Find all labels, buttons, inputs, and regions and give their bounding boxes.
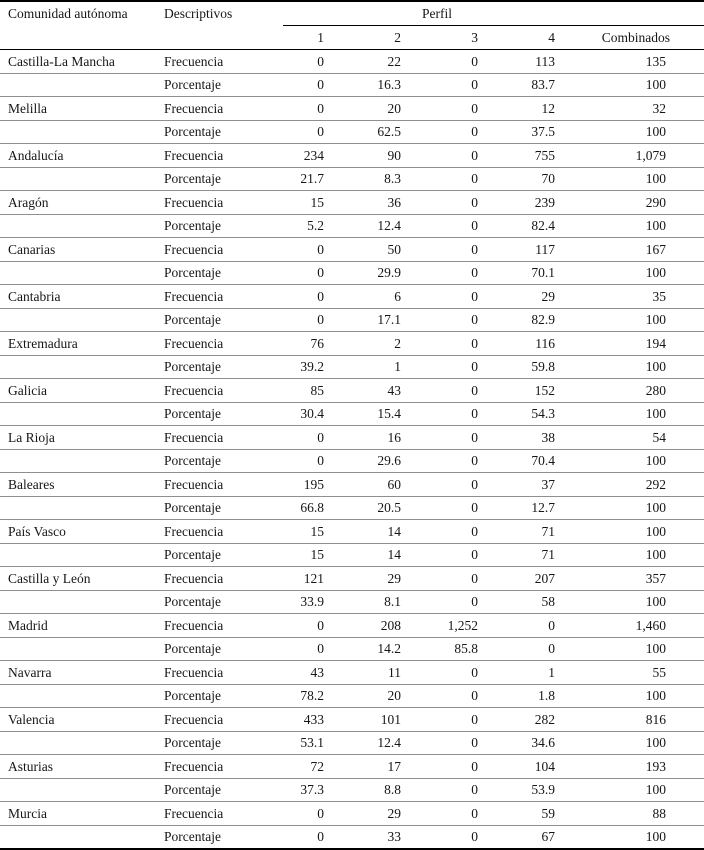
perfil-3-value-cell: 85.8 [437, 637, 514, 661]
perfil-3-value-cell: 0 [437, 708, 514, 732]
perfil-2-value-cell: 12.4 [360, 731, 437, 755]
table-row-frecuencia [0, 426, 704, 450]
header-perfil-col-4: 4 [514, 26, 591, 50]
table-row-frecuencia [0, 332, 704, 356]
descriptor-label-cell: Frecuencia [156, 97, 283, 121]
perfil-3-value-cell: 0 [437, 684, 514, 708]
combinados-value-cell: 100 [591, 496, 704, 520]
region-empty-cell [0, 449, 156, 473]
combinados-value-cell: 1,079 [591, 144, 704, 168]
perfil-2-value-cell: 14 [360, 520, 437, 544]
perfil-3-value-cell: 0 [437, 473, 514, 497]
combinados-value-cell: 100 [591, 402, 704, 426]
combinados-value-cell: 357 [591, 567, 704, 591]
table-row-porcentaje [0, 214, 704, 238]
combinados-value-cell: 100 [591, 731, 704, 755]
perfil-4-value-cell: 70.1 [514, 261, 591, 285]
perfil-2-value-cell: 29.9 [360, 261, 437, 285]
table-row-porcentaje [0, 731, 704, 755]
combinados-value-cell: 100 [591, 449, 704, 473]
perfil-3-value-cell: 0 [437, 731, 514, 755]
perfil-3-value-cell: 0 [437, 496, 514, 520]
table-row-porcentaje [0, 543, 704, 567]
perfil-1-value-cell: 0 [283, 238, 360, 262]
region-empty-cell [0, 825, 156, 849]
perfil-1-value-cell: 0 [283, 73, 360, 97]
perfil-3-value-cell: 0 [437, 802, 514, 826]
table-row-porcentaje [0, 637, 704, 661]
perfil-2-value-cell: 62.5 [360, 120, 437, 144]
perfil-3-value-cell: 0 [437, 661, 514, 685]
region-empty-cell [0, 402, 156, 426]
combinados-value-cell: 54 [591, 426, 704, 450]
perfil-2-value-cell: 14.2 [360, 637, 437, 661]
perfil-1-value-cell: 0 [283, 449, 360, 473]
perfil-4-value-cell: 67 [514, 825, 591, 849]
region-name-cell: Murcia [0, 802, 156, 826]
perfil-1-value-cell: 0 [283, 50, 360, 74]
region-name-cell: Navarra [0, 661, 156, 685]
perfil-2-value-cell: 14 [360, 543, 437, 567]
perfil-3-value-cell: 0 [437, 449, 514, 473]
perfil-3-value-cell: 0 [437, 520, 514, 544]
perfil-1-value-cell: 76 [283, 332, 360, 356]
combinados-value-cell: 290 [591, 191, 704, 215]
descriptor-label-cell: Porcentaje [156, 214, 283, 238]
perfil-2-value-cell: 2 [360, 332, 437, 356]
region-empty-cell [0, 261, 156, 285]
descriptor-label-cell: Frecuencia [156, 50, 283, 74]
descriptor-label-cell: Porcentaje [156, 449, 283, 473]
perfil-1-value-cell: 21.7 [283, 167, 360, 191]
combinados-value-cell: 100 [591, 637, 704, 661]
region-name-cell: Castilla-La Mancha [0, 50, 156, 74]
descriptor-label-cell: Porcentaje [156, 684, 283, 708]
table-row-frecuencia [0, 802, 704, 826]
perfil-4-value-cell: 70 [514, 167, 591, 191]
header-perfil-col-1: 1 [283, 26, 360, 50]
combinados-value-cell: 816 [591, 708, 704, 732]
perfil-4-value-cell: 58 [514, 590, 591, 614]
region-name-cell: Cantabria [0, 285, 156, 309]
region-empty-cell [0, 778, 156, 802]
perfil-3-value-cell: 0 [437, 97, 514, 121]
perfil-4-value-cell: 29 [514, 285, 591, 309]
perfil-1-value-cell: 53.1 [283, 731, 360, 755]
perfil-4-value-cell: 0 [514, 614, 591, 638]
perfil-4-value-cell: 82.4 [514, 214, 591, 238]
perfil-2-value-cell: 11 [360, 661, 437, 685]
table-row-frecuencia [0, 50, 704, 74]
descriptor-label-cell: Porcentaje [156, 543, 283, 567]
perfil-3-value-cell: 0 [437, 543, 514, 567]
table-row-porcentaje [0, 825, 704, 849]
combinados-value-cell: 35 [591, 285, 704, 309]
header-descriptivos: Descriptivos [156, 1, 283, 50]
perfil-4-value-cell: 152 [514, 379, 591, 403]
table-row-porcentaje [0, 590, 704, 614]
combinados-value-cell: 1,460 [591, 614, 704, 638]
perfil-2-value-cell: 22 [360, 50, 437, 74]
perfil-4-value-cell: 70.4 [514, 449, 591, 473]
perfil-4-value-cell: 59.8 [514, 355, 591, 379]
combinados-value-cell: 100 [591, 520, 704, 544]
perfil-2-value-cell: 17.1 [360, 308, 437, 332]
combinados-value-cell: 100 [591, 308, 704, 332]
table-row-porcentaje [0, 73, 704, 97]
perfil-4-value-cell: 282 [514, 708, 591, 732]
header-combinados: Combinados [591, 26, 704, 50]
descriptor-label-cell: Porcentaje [156, 73, 283, 97]
perfil-4-value-cell: 239 [514, 191, 591, 215]
descriptor-label-cell: Frecuencia [156, 708, 283, 732]
header-perfil-col-2: 2 [360, 26, 437, 50]
region-name-cell: Andalucía [0, 144, 156, 168]
combinados-value-cell: 100 [591, 355, 704, 379]
perfil-2-value-cell: 8.8 [360, 778, 437, 802]
perfil-4-value-cell: 59 [514, 802, 591, 826]
region-name-cell: La Rioja [0, 426, 156, 450]
perfil-1-value-cell: 33.9 [283, 590, 360, 614]
perfil-2-value-cell: 43 [360, 379, 437, 403]
table-row-porcentaje [0, 120, 704, 144]
table-row-porcentaje [0, 449, 704, 473]
region-name-cell: Canarias [0, 238, 156, 262]
perfil-3-value-cell: 0 [437, 825, 514, 849]
descriptor-label-cell: Frecuencia [156, 379, 283, 403]
perfil-2-value-cell: 16.3 [360, 73, 437, 97]
perfil-4-value-cell: 34.6 [514, 731, 591, 755]
combinados-value-cell: 193 [591, 755, 704, 779]
descriptor-label-cell: Porcentaje [156, 308, 283, 332]
perfil-3-value-cell: 0 [437, 167, 514, 191]
perfil-3-value-cell: 0 [437, 590, 514, 614]
perfil-4-value-cell: 82.9 [514, 308, 591, 332]
region-name-cell: Asturias [0, 755, 156, 779]
descriptor-label-cell: Frecuencia [156, 426, 283, 450]
perfil-2-value-cell: 20.5 [360, 496, 437, 520]
perfil-3-value-cell: 0 [437, 285, 514, 309]
perfil-1-value-cell: 30.4 [283, 402, 360, 426]
perfil-2-value-cell: 17 [360, 755, 437, 779]
perfil-3-value-cell: 0 [437, 120, 514, 144]
table-row-frecuencia [0, 614, 704, 638]
region-name-cell: Castilla y León [0, 567, 156, 591]
table-row-frecuencia [0, 755, 704, 779]
perfil-4-value-cell: 207 [514, 567, 591, 591]
perfil-3-value-cell: 0 [437, 402, 514, 426]
region-empty-cell [0, 590, 156, 614]
region-name-cell: País Vasco [0, 520, 156, 544]
table-row-frecuencia [0, 379, 704, 403]
table-row-frecuencia [0, 238, 704, 262]
descriptor-label-cell: Frecuencia [156, 238, 283, 262]
perfil-2-value-cell: 20 [360, 97, 437, 121]
perfil-2-value-cell: 60 [360, 473, 437, 497]
region-empty-cell [0, 684, 156, 708]
perfil-4-value-cell: 12 [514, 97, 591, 121]
perfil-1-value-cell: 15 [283, 520, 360, 544]
perfil-4-value-cell: 0 [514, 637, 591, 661]
perfil-1-value-cell: 5.2 [283, 214, 360, 238]
combinados-value-cell: 100 [591, 73, 704, 97]
combinados-value-cell: 100 [591, 590, 704, 614]
descriptor-label-cell: Porcentaje [156, 590, 283, 614]
perfil-3-value-cell: 0 [437, 308, 514, 332]
perfil-3-value-cell: 0 [437, 214, 514, 238]
region-name-cell: Baleares [0, 473, 156, 497]
descriptor-label-cell: Frecuencia [156, 191, 283, 215]
table-row-porcentaje [0, 684, 704, 708]
perfil-3-value-cell: 1,252 [437, 614, 514, 638]
table-row-porcentaje [0, 778, 704, 802]
perfil-3-value-cell: 0 [437, 755, 514, 779]
descriptor-label-cell: Porcentaje [156, 637, 283, 661]
descriptor-label-cell: Frecuencia [156, 614, 283, 638]
combinados-value-cell: 194 [591, 332, 704, 356]
table-row-frecuencia [0, 97, 704, 121]
perfil-4-value-cell: 71 [514, 543, 591, 567]
perfil-1-value-cell: 72 [283, 755, 360, 779]
perfil-2-value-cell: 36 [360, 191, 437, 215]
table-row-porcentaje [0, 355, 704, 379]
region-empty-cell [0, 308, 156, 332]
perfil-2-value-cell: 50 [360, 238, 437, 262]
descriptor-label-cell: Frecuencia [156, 285, 283, 309]
perfil-2-value-cell: 208 [360, 614, 437, 638]
region-name-cell: Extremadura [0, 332, 156, 356]
perfil-3-value-cell: 0 [437, 73, 514, 97]
region-empty-cell [0, 637, 156, 661]
perfil-1-value-cell: 234 [283, 144, 360, 168]
perfil-2-value-cell: 8.1 [360, 590, 437, 614]
header-perfil-spanner: Perfil [283, 1, 591, 26]
perfil-2-value-cell: 6 [360, 285, 437, 309]
perfil-3-value-cell: 0 [437, 238, 514, 262]
region-empty-cell [0, 167, 156, 191]
descriptor-label-cell: Porcentaje [156, 825, 283, 849]
descriptor-label-cell: Porcentaje [156, 167, 283, 191]
descriptor-label-cell: Porcentaje [156, 731, 283, 755]
perfil-4-value-cell: 12.7 [514, 496, 591, 520]
perfil-4-value-cell: 1 [514, 661, 591, 685]
perfil-1-value-cell: 0 [283, 637, 360, 661]
table-row-frecuencia [0, 473, 704, 497]
table-row-frecuencia [0, 520, 704, 544]
combinados-value-cell: 55 [591, 661, 704, 685]
table-row-frecuencia [0, 285, 704, 309]
perfil-1-value-cell: 78.2 [283, 684, 360, 708]
perfil-1-value-cell: 15 [283, 543, 360, 567]
perfil-3-value-cell: 0 [437, 191, 514, 215]
table-row-porcentaje [0, 308, 704, 332]
descriptor-label-cell: Frecuencia [156, 567, 283, 591]
perfil-1-value-cell: 39.2 [283, 355, 360, 379]
perfil-2-value-cell: 29 [360, 567, 437, 591]
perfil-1-value-cell: 85 [283, 379, 360, 403]
table-row-frecuencia [0, 708, 704, 732]
perfil-3-value-cell: 0 [437, 778, 514, 802]
descriptor-label-cell: Porcentaje [156, 496, 283, 520]
perfil-2-value-cell: 90 [360, 144, 437, 168]
perfil-1-value-cell: 0 [283, 97, 360, 121]
descriptor-label-cell: Frecuencia [156, 520, 283, 544]
perfil-4-value-cell: 755 [514, 144, 591, 168]
perfil-2-value-cell: 20 [360, 684, 437, 708]
perfil-1-value-cell: 43 [283, 661, 360, 685]
perfil-1-value-cell: 121 [283, 567, 360, 591]
perfil-1-value-cell: 0 [283, 802, 360, 826]
header-row-top [0, 1, 704, 26]
table-row-porcentaje [0, 402, 704, 426]
perfil-4-value-cell: 38 [514, 426, 591, 450]
descriptor-label-cell: Frecuencia [156, 332, 283, 356]
combinados-value-cell: 100 [591, 825, 704, 849]
combinados-value-cell: 100 [591, 167, 704, 191]
region-empty-cell [0, 543, 156, 567]
table-row-frecuencia [0, 661, 704, 685]
descriptor-label-cell: Frecuencia [156, 144, 283, 168]
table-row-porcentaje [0, 496, 704, 520]
table-row-frecuencia [0, 144, 704, 168]
combinados-value-cell: 100 [591, 684, 704, 708]
perfil-4-value-cell: 117 [514, 238, 591, 262]
perfil-1-value-cell: 0 [283, 614, 360, 638]
perfil-1-value-cell: 0 [283, 825, 360, 849]
combinados-value-cell: 280 [591, 379, 704, 403]
perfil-1-value-cell: 0 [283, 261, 360, 285]
descriptor-label-cell: Porcentaje [156, 778, 283, 802]
perfil-2-value-cell: 29.6 [360, 449, 437, 473]
perfil-1-value-cell: 433 [283, 708, 360, 732]
perfil-3-value-cell: 0 [437, 50, 514, 74]
perfil-4-value-cell: 1.8 [514, 684, 591, 708]
perfil-1-value-cell: 66.8 [283, 496, 360, 520]
header-comunidad-autonoma: Comunidad autónoma [0, 1, 156, 50]
perfil-2-value-cell: 1 [360, 355, 437, 379]
combinados-value-cell: 100 [591, 120, 704, 144]
perfil-4-value-cell: 37 [514, 473, 591, 497]
perfil-1-value-cell: 0 [283, 308, 360, 332]
descriptor-label-cell: Porcentaje [156, 261, 283, 285]
combinados-value-cell: 135 [591, 50, 704, 74]
region-name-cell: Galicia [0, 379, 156, 403]
table-row-porcentaje [0, 261, 704, 285]
descriptor-label-cell: Porcentaje [156, 355, 283, 379]
region-empty-cell [0, 73, 156, 97]
perfil-4-value-cell: 104 [514, 755, 591, 779]
perfil-3-value-cell: 0 [437, 567, 514, 591]
perfil-1-value-cell: 0 [283, 120, 360, 144]
descriptor-label-cell: Frecuencia [156, 802, 283, 826]
perfil-1-value-cell: 0 [283, 426, 360, 450]
perfil-2-value-cell: 16 [360, 426, 437, 450]
descriptor-label-cell: Frecuencia [156, 473, 283, 497]
perfil-3-value-cell: 0 [437, 332, 514, 356]
descriptor-label-cell: Porcentaje [156, 402, 283, 426]
descriptor-label-cell: Porcentaje [156, 120, 283, 144]
descriptor-label-cell: Frecuencia [156, 661, 283, 685]
perfil-2-value-cell: 29 [360, 802, 437, 826]
perfil-1-value-cell: 195 [283, 473, 360, 497]
region-name-cell: Valencia [0, 708, 156, 732]
table-row-frecuencia [0, 191, 704, 215]
region-empty-cell [0, 214, 156, 238]
combinados-value-cell: 100 [591, 543, 704, 567]
perfil-3-value-cell: 0 [437, 261, 514, 285]
perfil-2-value-cell: 8.3 [360, 167, 437, 191]
combinados-value-cell: 100 [591, 214, 704, 238]
combinados-value-cell: 100 [591, 778, 704, 802]
perfil-2-value-cell: 101 [360, 708, 437, 732]
combinados-value-cell: 292 [591, 473, 704, 497]
perfil-3-value-cell: 0 [437, 426, 514, 450]
perfil-4-value-cell: 54.3 [514, 402, 591, 426]
combinados-value-cell: 100 [591, 261, 704, 285]
perfil-4-value-cell: 116 [514, 332, 591, 356]
descriptor-label-cell: Frecuencia [156, 755, 283, 779]
perfil-4-value-cell: 71 [514, 520, 591, 544]
perfil-3-value-cell: 0 [437, 355, 514, 379]
header-perfil-col-3: 3 [437, 26, 514, 50]
combinados-value-cell: 88 [591, 802, 704, 826]
perfil-1-value-cell: 15 [283, 191, 360, 215]
perfil-3-value-cell: 0 [437, 144, 514, 168]
table-row-porcentaje [0, 167, 704, 191]
perfil-1-value-cell: 0 [283, 285, 360, 309]
header-combinados-spacer [591, 1, 704, 26]
region-name-cell: Aragón [0, 191, 156, 215]
perfil-4-value-cell: 113 [514, 50, 591, 74]
perfil-2-value-cell: 12.4 [360, 214, 437, 238]
combinados-value-cell: 167 [591, 238, 704, 262]
perfil-4-value-cell: 83.7 [514, 73, 591, 97]
table-row-frecuencia [0, 567, 704, 591]
region-empty-cell [0, 496, 156, 520]
combinados-value-cell: 32 [591, 97, 704, 121]
perfil-1-value-cell: 37.3 [283, 778, 360, 802]
region-name-cell: Madrid [0, 614, 156, 638]
region-empty-cell [0, 731, 156, 755]
perfil-2-value-cell: 33 [360, 825, 437, 849]
perfil-3-value-cell: 0 [437, 379, 514, 403]
region-empty-cell [0, 120, 156, 144]
region-name-cell: Melilla [0, 97, 156, 121]
perfil-4-value-cell: 53.9 [514, 778, 591, 802]
perfil-4-value-cell: 37.5 [514, 120, 591, 144]
region-empty-cell [0, 355, 156, 379]
perfil-2-value-cell: 15.4 [360, 402, 437, 426]
